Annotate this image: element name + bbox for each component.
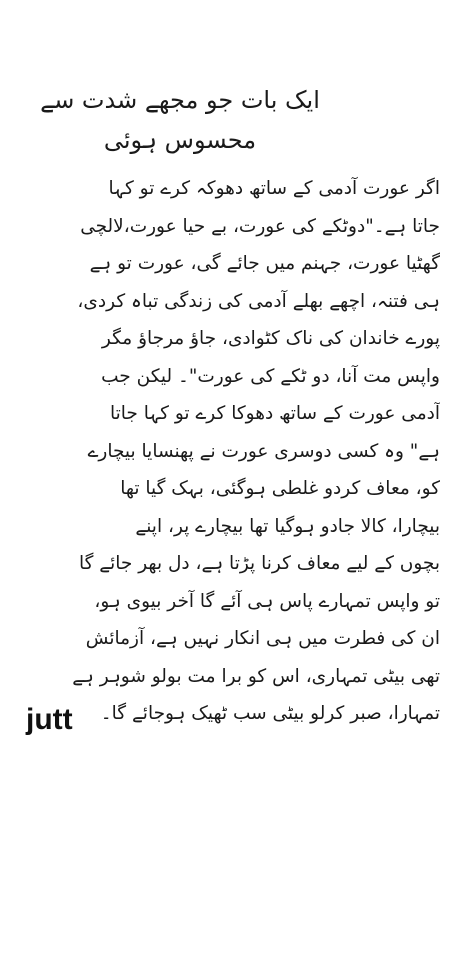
body-line: کو، معاف کردو غلطی ہوگئی، بہک گیا تھا [120,478,440,499]
body-line: واپس مت آنا، دو ٹکے کی عورت"۔ لیکن جب [101,365,440,387]
body-line: بیچارا، کالا جادو ہوگیا تھا بیچارے پر، اپنے [135,515,440,537]
body-line: جاتا ہے۔"دوٹکے کی عورت، بے حیا عورت،لالچی [80,215,440,237]
body-line: آدمی عورت کے ساتھ دھوکا کرے تو کہا جاتا [109,403,440,424]
body-line: تو واپس تمہارے پاس ہی آئے گا آخر بیوی ہو، [94,590,440,612]
body-line: ہی فتنہ، اچھے بھلے آدمی کی زندگی تباہ کردی، [77,290,440,312]
body-line: گھٹیا عورت، جہنم میں جائے گی، عورت تو ہے [89,253,440,274]
body-line: بچوں کے لیے معاف کرنا پڑتا ہے، دل بھر جائے گا [78,553,440,574]
body-line: ہے" وہ کسی دوسری عورت نے پھنسایا بیچارے [87,440,440,462]
body-line: ان کی فطرت میں ہی انکار نہیں ہے، آزمائش [85,628,440,649]
signature: jutt [26,703,73,736]
body-paragraph [6,170,440,733]
page-title [0,80,360,160]
body-line: اگر عورت آدمی کے ساتھ دھوکہ کرے تو کہا [108,178,440,199]
title-line-1: ایک بات جو مجھے شدت سے [40,86,320,114]
body-line: تمہارا، صبر کرلو بیٹی سب ٹھیک ہوجائے گا۔ [100,703,440,724]
title-line-2: محسوس ہوئی [103,126,257,154]
body-line: تھی بیٹی تمہاری، اس کو برا مت بولو شوہر ہے [72,665,440,687]
body-line: پورے خاندان کی ناک کٹوادی، جاؤ مرجاؤ مگر [101,328,440,349]
